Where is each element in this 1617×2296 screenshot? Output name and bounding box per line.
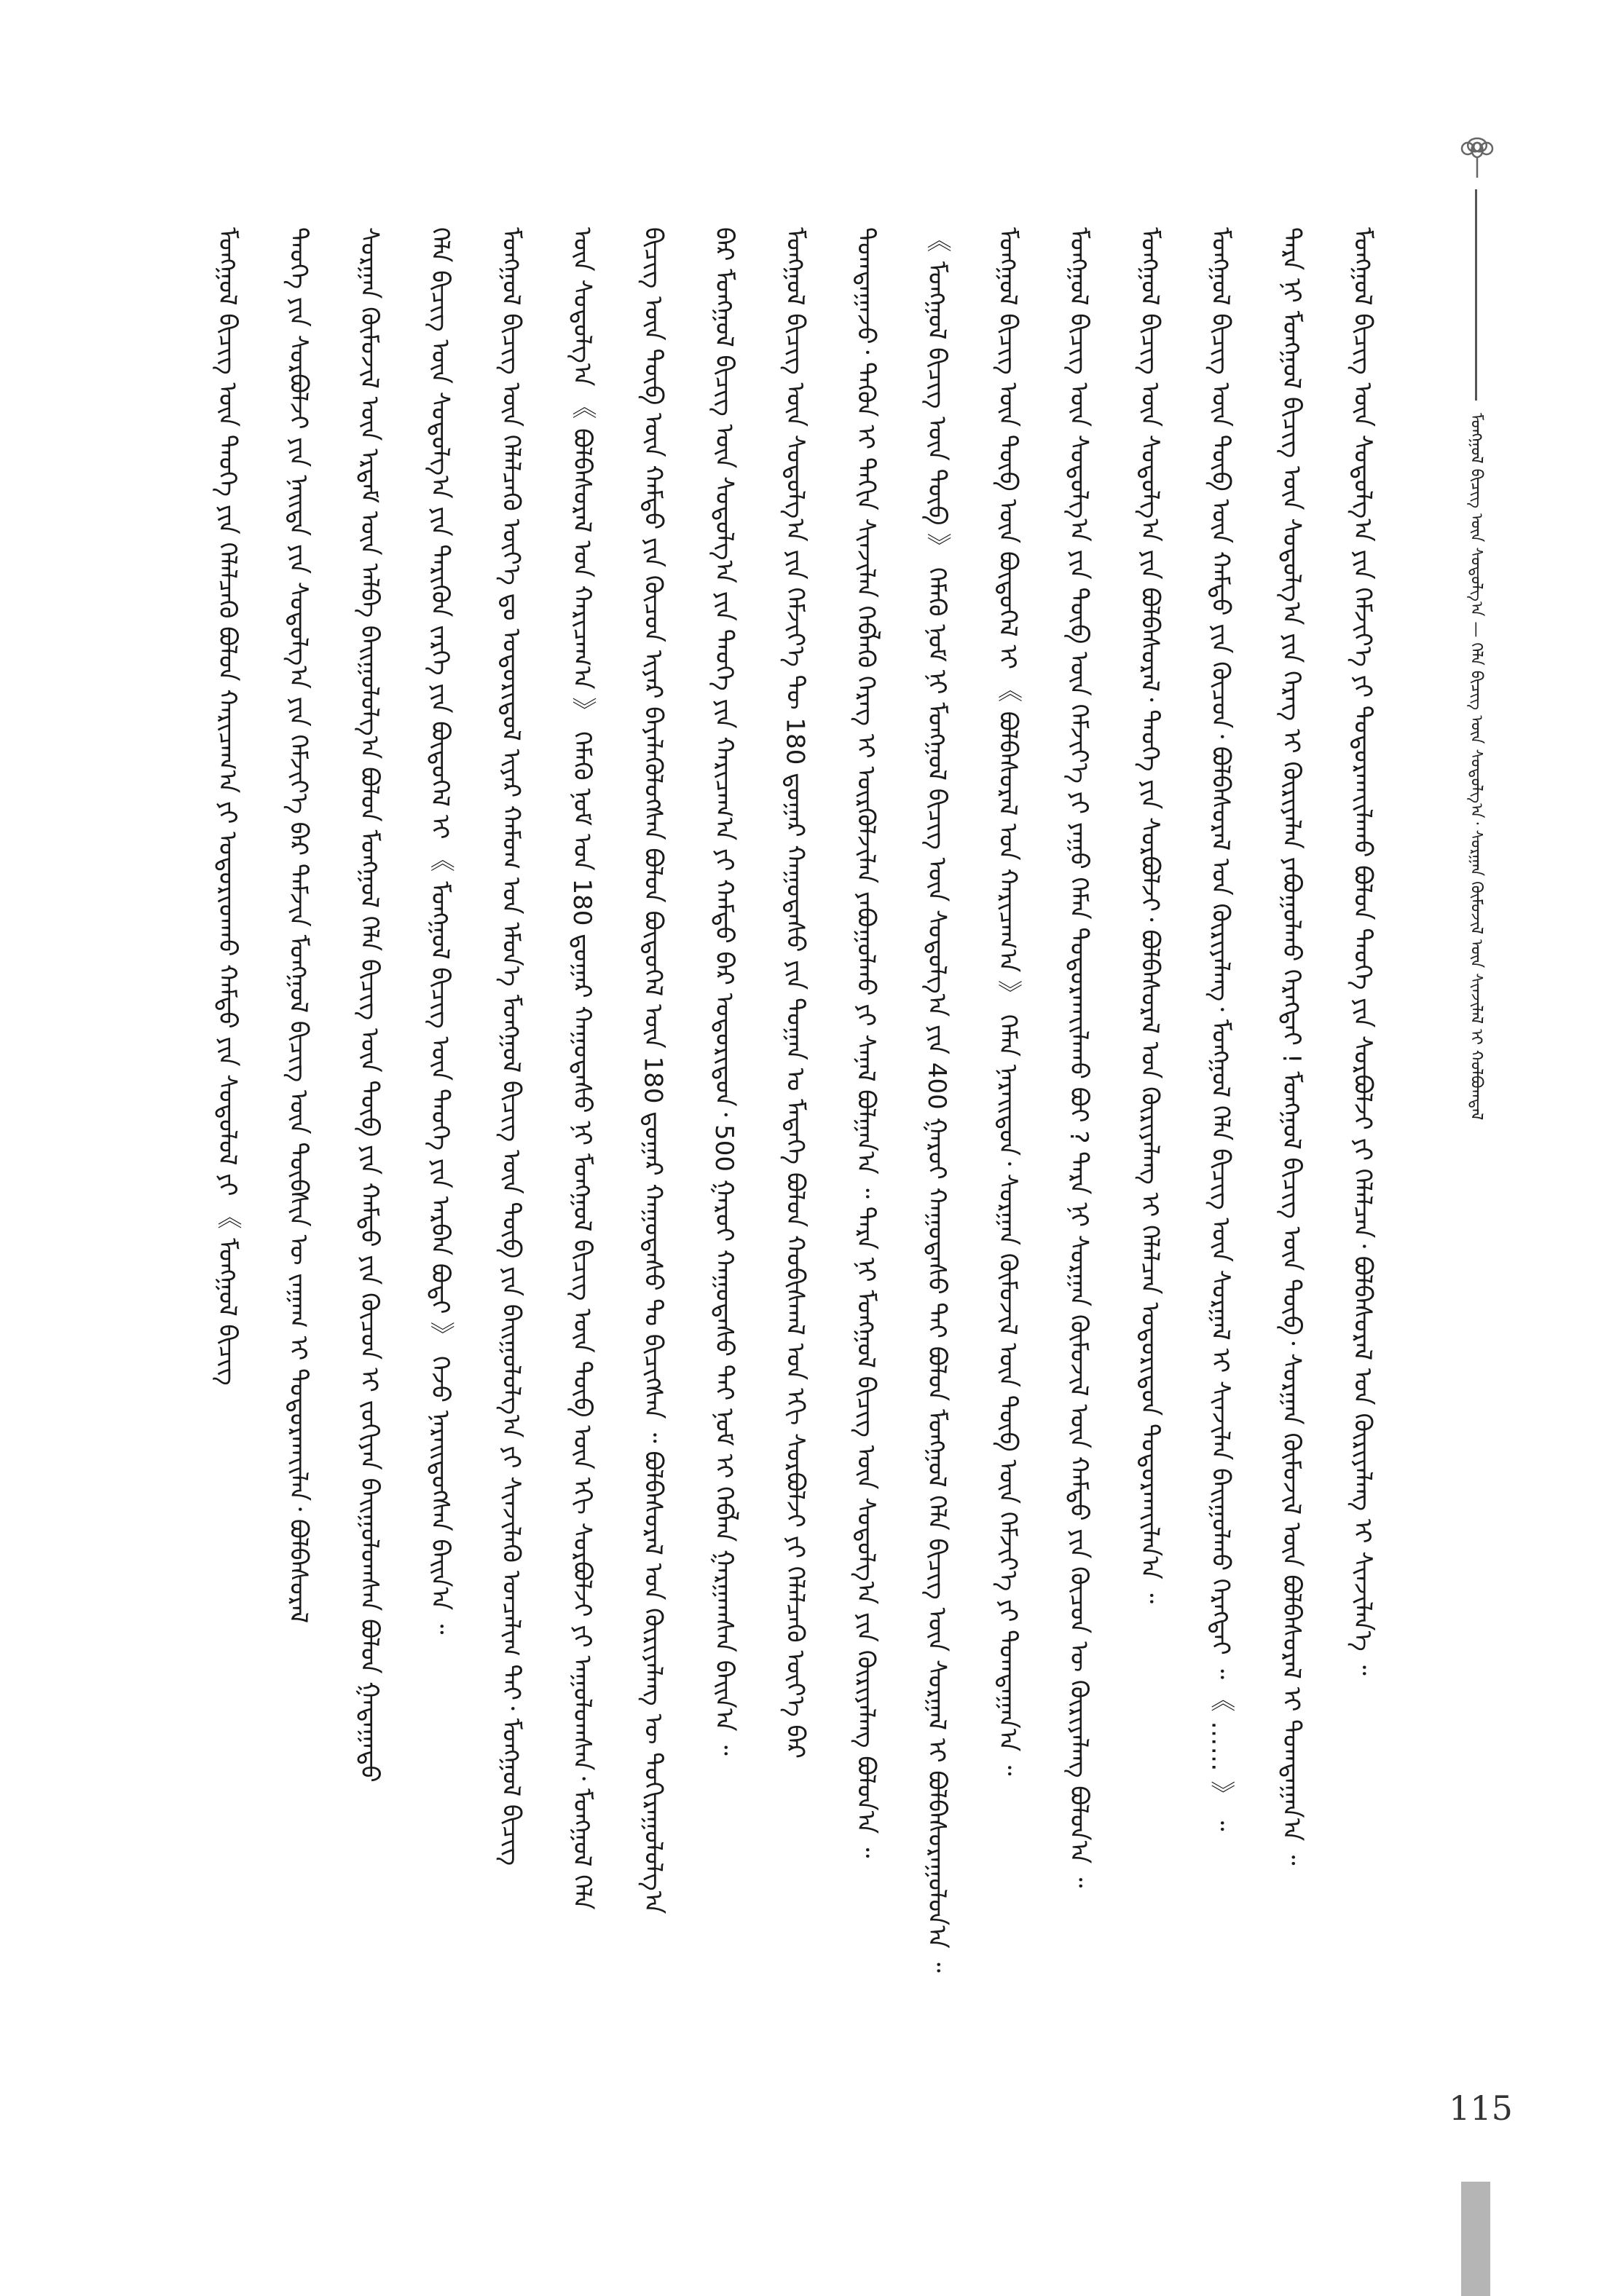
text-column: ᠬᠡᠯᠡ ᠪᠢᠴᠢᠭ ᠦᠨ ᠰᠤᠳᠤᠯᠭ᠎ᠠ ᠶᠢᠨ ᠲᠡᠷᠢᠭᠦᠨ ᠵᠡᠷᠭᠡ ᠶᠢᠨ ᠪᠦᠲᠦᠭᠡᠯ ᠢ 《 ᠮᠣᠩᠭᠣᠯ ᠪᠢᠴᠢᠭ ᠦᠨ ᠲᠡᠦᠬᠡ ᠶᠢᠨ ᠠᠷᠪᠠᠨ ᠪᠣᠳᠢ 》 ᠭᠡᠵᠦ ᠨᠡᠷᠡᠢᠳᠦᠭᠰᠡᠨ ᠪᠠᠢᠨ᠎ᠠ ᠃ [425,227,455,1635]
text-column: ᠮᠣᠩᠭᠣᠯ ᠪᠢᠴᠢᠭ ᠦᠨ ᠲᠡᠦᠬᠡ ᠶᠢᠨ ᠬᠡᠯᠡᠯᠴᠡᠬᠦ ᠪᠣᠯᠤᠨ ᠬᠠᠷᠢᠴᠠᠭ᠎ᠠ ᠶᠢ ᠤᠳᠤᠷᠢᠳᠬᠤ ᠬᠠᠮᠲᠤ ᠶᠢᠨ ᠰᠤᠳᠤᠯᠤᠯ ᠶᠢ 《 ᠮᠣᠩᠭᠣᠯ ᠪᠢᠴᠢᠭ [213,227,242,1386]
text-column: ᠪᠢᠴᠢᠭ ᠦᠨ ᠲᠦᠪ ᠦᠨ ᠬᠠᠮᠲᠤ ᠶᠢᠨ ᠬᠦᠴᠦᠨ ᠢᠶᠡᠷ ᠪᠡᠶᠡᠯᠡᠭᠦᠯᠦᠭᠰᠡᠨ ᠪᠣᠯᠤᠨ ᠪᠦᠲᠦᠭᠡᠯ ᠦᠨ 180 ᠳ᠋ᠤᠭᠠᠷ ᠬᠠᠭᠤᠳᠠᠰᠤ ᠲᠤ ᠪᠢᠴᠢᠭᠰᠡᠨ ᠃ ᠪᠣᠯᠪᠠᠰᠤᠷᠠᠯ ᠤᠨ ᠬᠦᠷᠢᠶᠡᠯᠡᠩ ᠦ ᠲᠣᠬᠢᠷᠠᠭᠤᠯᠤᠯᠭ᠎ᠠ [638,227,668,1914]
page-edge-tab [1461,2182,1490,2296]
page-number: 115 [1449,2088,1513,2128]
text-column: 《 ᠮᠣᠩᠭᠣᠯ ᠪᠢᠴᠢᠭ ᠦᠨ ᠲᠦᠪ 》 ᠬᠡᠮᠡᠬᠦ ᠨᠣᠮ ᠨᠢ ᠮᠣᠩᠭᠣᠯ ᠪᠢᠴᠢᠭ ᠦᠨ ᠰᠤᠳᠤᠯᠭ᠎ᠠ ᠶᠢᠨ 400 ᠭᠠᠷᠤᠢ ᠬᠠᠭᠤᠳᠠᠰᠤ ᠲᠠᠢ ᠪᠣᠯᠤᠨ ᠮᠣᠩᠭᠣᠯ ᠬᠡᠯᠡ ᠪᠢᠴᠢᠭ ᠦᠨ ᠰᠤᠷᠭᠠᠯ ᠢ ᠪᠣᠯᠪᠠᠰᠤᠷᠠᠭᠤᠯᠤᠨ᠎ᠠ ᠃ [922,227,952,1973]
text-column: ᠰᠤᠷᠭᠠᠨ ᠬᠦᠮᠦᠵᠢᠯ ᠦᠨ ᠡᠷᠳᠡᠮ ᠦᠨ ᠠᠯᠪᠠ ᠪᠠᠢᠭᠤᠯᠤᠯᠭ᠎ᠠ ᠪᠣᠯᠤᠨ ᠮᠣᠩᠭᠣᠯ ᠬᠡᠯᠡ ᠪᠢᠴᠢᠭ ᠦᠨ ᠲᠦᠪ ᠶᠢᠨ ᠬᠠᠮᠲᠤ ᠶᠢᠨ ᠬᠦᠴᠦᠨ ᠢ ᠵᠣᠬᠢᠶᠠᠨ ᠪᠠᠢᠭᠤᠯᠤᠭᠰᠠᠨ ᠪᠣᠯᠤᠨ ᠭᠠᠳᠠᠭᠠᠳᠤ [354,227,384,1783]
text-column: ᠦᠨ ᠰᠤᠳᠤᠯᠭ᠎ᠠ 《 ᠪᠣᠯᠪᠠᠰᠤᠷᠠᠯ ᠤᠨ ᠬᠠᠷᠢᠴᠠᠭ᠎ᠠ 》 ᠬᠡᠮᠡᠬᠦ ᠨᠣᠮ ᠤᠨ 180 ᠳ᠋ᠤᠭᠠᠷ ᠬᠠᠭᠤᠳᠠᠰᠤ ᠨᠢ ᠮᠣᠩᠭᠣᠯ ᠪᠢᠴᠢᠭ ᠦᠨ ᠲᠦᠪ ᠦᠨ ᠡᠬᠢ ᠰᠤᠷᠪᠤᠯᠵᠢ ᠶᠢ ᠠᠭᠤᠯᠤᠭᠰᠠᠨ᠂ ᠮᠣᠩᠭᠣᠯ ᠬᠡᠯᠡ [567,227,597,1910]
text-column: ᠲᠡᠷᠡ ᠨᠢ ᠮᠣᠩᠭᠣᠯ ᠪᠢᠴᠢᠭ ᠦᠨ ᠰᠤᠳᠤᠯᠭ᠎ᠠ ᠶᠢᠨ ᠬᠡᠷᠡᠭ ᠢ ᠬᠦᠷᠢᠶᠡᠯᠡᠨ ᠶᠠᠪᠤᠭᠤᠯᠬᠤ ᠬᠡᠷᠡᠭᠲᠡᠢ ! ᠮᠣᠩᠭᠣᠯ ᠪᠢᠴᠢᠭ ᠦᠨ ᠲᠦᠪ᠂ ᠰᠤᠷᠭᠠᠨ ᠬᠦᠮᠦᠵᠢᠯ ᠦᠨ ᠪᠣᠯᠪᠠᠰᠤᠷᠠᠯ ᠢ ᠲᠣᠭᠲᠠᠭᠠᠨ᠎ᠠ ᠃ [1277,227,1307,1866]
text-column: ᠲᠣᠭᠲᠠᠭᠠᠵᠤ᠂ ᠲᠡᠭᠦᠨ ᠢ ᠳᠠᠬᠢᠨ ᠰᠢᠨᠵᠢᠯᠡᠨ ᠬᠡᠪᠯᠡᠬᠦ ᠬᠡᠷᠡᠭ ᠢ ᠦᠷᠭᠦᠯᠵᠢᠯᠡᠨ ᠶᠠᠪᠤᠭᠤᠯᠬᠤ ᠶᠢ ᠰᠠᠨᠠᠯ ᠪᠣᠯᠭᠠᠨ᠎ᠠ ᠃ ᠲᠡᠷᠡ ᠨᠢ ᠮᠣᠩᠭᠣᠯ ᠪᠢᠴᠢᠭ ᠦᠨ ᠰᠤᠳᠤᠯᠭ᠎ᠠ ᠶᠢᠨ ᠬᠦᠷᠢᠶᠡᠯᠡᠩ ᠪᠣᠯᠤᠨ᠎ᠠ ᠃ [851,227,881,1858]
text-column: ᠮᠣᠩᠭᠣᠯ ᠪᠢᠴᠢᠭ ᠦᠨ ᠰᠤᠳᠤᠯᠭ᠎ᠠ ᠶᠢᠨ ᠬᠡᠮᠵᠢᠶ᠎ᠡ ᠶᠢ ᠲᠣᠳᠤᠷᠬᠠᠶ᠋ᠢᠯᠠᠬᠤ ᠪᠣᠯᠤᠨ ᠲᠡᠦᠬᠡ ᠶᠢᠨ ᠰᠤᠷᠪᠤᠯᠵᠢ ᠶᠢ ᠬᠡᠯᠡᠯᠴᠡᠨ᠂ ᠪᠣᠯᠪᠠᠰᠤᠷᠠᠯ ᠤᠨ ᠬᠦᠷᠢᠶᠡᠯᠡᠩ ᠢ ᠰᠢᠨᠵᠢᠯᠡᠨ᠎ᠡ ᠃ [1348,227,1377,1676]
text-column: ᠮᠣᠩᠭᠣᠯ ᠪᠢᠴᠢᠭ ᠦᠨ ᠰᠤᠳᠤᠯᠭ᠎ᠠ ᠶᠢᠨ ᠪᠣᠯᠪᠠᠰᠤᠷᠠᠯ᠂ ᠲᠡᠦᠬᠡ ᠶᠢᠨ ᠰᠤᠷᠪᠤᠯᠵᠢ᠂ ᠪᠣᠯᠪᠠᠰᠤᠷᠠᠯ ᠤᠨ ᠬᠦᠷᠢᠶᠡᠯᠡᠩ ᠢ ᠬᠡᠯᠡᠯᠴᠡᠨ ᠤᠳᠤᠷᠢᠳᠤᠨ ᠲᠣᠳᠤᠷᠬᠠᠶ᠋ᠢᠯᠠᠨ᠎ᠠ ᠃ [1135,227,1165,1604]
knot-ornament-icon [1452,133,1503,184]
text-column: ᠮᠣᠩᠭᠣᠯ ᠪᠢᠴᠢᠭ ᠦᠨ ᠰᠤᠳᠤᠯᠭ᠎ᠠ ᠶᠢᠨ ᠬᠡᠮᠵᠢᠶ᠎ᠡ ᠲᠦ 180 ᠳ᠋ᠤᠭᠠᠷ ᠬᠠᠭᠤᠳᠠᠰᠤ ᠶᠢᠨ ᠲᠣᠭᠠᠨ ᠤ ᠮᠡᠳᠡᠭᠡ ᠪᠣᠯᠤᠨ ᠬᠤᠪᠢᠰᠬᠠᠯ ᠤᠨ ᠡᠬᠢ ᠰᠤᠷᠪᠤᠯᠵᠢ ᠶᠢ ᠬᠡᠯᠡᠯᠴᠡᠬᠦ ᠦᠶ᠎ᠡ ᠪᠠᠷ [780,227,810,1759]
text-column: ᠮᠣᠩᠭᠣᠯ ᠪᠢᠴᠢᠭ ᠦᠨ ᠲᠦᠪ ᠦᠨ ᠬᠠᠮᠲᠤ ᠶᠢᠨ ᠬᠦᠴᠦᠨ᠂ ᠪᠣᠯᠪᠠᠰᠤᠷᠠᠯ ᠤᠨ ᠬᠦᠷᠢᠶᠡᠯᠡᠩ᠂ ᠮᠣᠩᠭᠣᠯ ᠬᠡᠯᠡ ᠪᠢᠴᠢᠭ ᠦᠨ ᠰᠤᠷᠭᠠᠯ ᠢ ᠰᠢᠨᠵᠢᠯᠡᠨ ᠪᠠᠢᠭᠤᠯᠬᠤ ᠬᠡᠷᠡᠭᠲᠡᠢ ᠃ 《 …… 》 ᠃ [1205,227,1235,1831]
header-rule [1475,189,1477,401]
text-column: ᠮᠣᠩᠭᠣᠯ ᠪᠢᠴᠢᠭ ᠦᠨ ᠲᠦᠪ ᠦᠨ ᠪᠦᠲᠦᠭᠡᠯ ᠢ 《 ᠪᠣᠯᠪᠠᠰᠤᠷᠠᠯ ᠤᠨ ᠬᠠᠷᠢᠴᠠᠭ᠎ᠠ 》 ᠬᠡᠮᠡᠨ ᠨᠡᠷᠡᠢᠳᠦᠨ᠂ ᠰᠤᠷᠭᠠᠨ ᠬᠦᠮᠦᠵᠢᠯ ᠦᠨ ᠲᠦᠪ ᠦᠨ ᠬᠡᠮᠵᠢᠶ᠎ᠡ ᠶᠢ ᠲᠣᠭᠲᠠᠭᠠᠨ᠎ᠠ ᠃ [993,227,1023,1776]
running-title: ᠮᠣᠩᠭᠣᠯ ᠪᠢᠴᠢᠭ ᠦᠨ ᠰᠤᠳᠤᠯᠭ᠎ᠠ — ᠬᠡᠯᠡ ᠪᠢᠴᠢᠭ ᠦᠨ ᠰᠤᠳᠤᠯᠭ᠎ᠠ᠂ ᠰᠤᠷᠭᠠᠨ ᠬᠦᠮᠦᠵᠢᠯ ᠦᠨ ᠰᠢᠨᠵᠢᠯᠡᠯ ᠢ ᠬᠤᠯᠪᠤᠭᠳᠠᠯ [1467,413,1485,1121]
text-column: ᠮᠣᠩᠭᠣᠯ ᠪᠢᠴᠢᠭ ᠦᠨ ᠰᠤᠳᠤᠯᠭ᠎ᠠ ᠶᠢᠨ ᠲᠦᠪ ᠦᠨ ᠬᠡᠮᠵᠢᠶ᠎ᠡ ᠶᠢ ᠶᠠᠭᠤ ᠬᠡᠮᠡᠨ ᠲᠣᠳᠤᠷᠬᠠᠶ᠋ᠢᠯᠠᠬᠤ ᠪᠤᠢ ? ᠲᠡᠷᠡ ᠨᠢ ᠰᠤᠷᠭᠠᠨ ᠬᠦᠮᠦᠵᠢᠯ ᠦᠨ ᠬᠠᠮᠲᠤ ᠶᠢᠨ ᠬᠦᠴᠦᠨ ᠦ ᠬᠦᠷᠢᠶᠡᠯᠡᠩ ᠪᠣᠯᠤᠨ᠎ᠠ ᠃ [1063,227,1093,1888]
text-column: ᠲᠡᠦᠬᠡ ᠶᠢᠨ ᠰᠤᠷᠪᠤᠯᠵᠢ ᠶᠢᠨ ᠨᠡᠢᠲᠡ ᠶᠢᠨ ᠰᠤᠳᠤᠯᠭ᠎ᠠ ᠶᠢᠨ ᠬᠡᠮᠵᠢᠶ᠎ᠡ ᠪᠠᠷ ᠳᠠᠮᠵᠢᠨ ᠮᠣᠩᠭᠣᠯ ᠪᠢᠴᠢᠭ ᠦᠨ ᠲᠦᠪᠰᠢᠨ ᠦ ᠵᠠᠭᠠᠭ ᠢ ᠲᠣᠳᠤᠷᠬᠠᠶ᠋ᠢᠯᠠᠨ᠂ ᠪᠣᠯᠪᠠᠰᠤᠷᠠᠯ [283,227,313,1624]
body-text [191,227,1393,2208]
text-column: ᠮᠣᠩᠭᠣᠯ ᠪᠢᠴᠢᠭ ᠦᠨ ᠬᠡᠯᠡᠯᠴᠡᠬᠦ ᠦᠶ᠎ᠡ ᠳᠤ ᠤᠳᠤᠷᠢᠳᠤᠯ ᠢᠶᠠᠷ ᠬᠠᠮᠤᠭ ᠤᠨ ᠡᠮᠦᠨ᠎ᠡ ᠮᠣᠩᠭᠣᠯ ᠪᠢᠴᠢᠭ ᠦᠨ ᠲᠦᠪ ᠶᠢᠨ ᠪᠠᠢᠭᠤᠯᠤᠯᠭ᠎ᠠ ᠶᠢ ᠰᠢᠨᠵᠢᠯᠡᠬᠦ ᠣᠨᠴᠠᠯᠢᠭ ᠲᠠᠢ᠂ ᠮᠣᠩᠭᠣᠯ ᠪᠢᠴᠢᠭ [496,227,526,1866]
running-header [1439,133,1519,1603]
text-column: ᠪᠠᠷ ᠮᠣᠩᠭᠣᠯ ᠪᠢᠴᠢᠭ ᠦᠨ ᠰᠤᠳᠤᠯᠭ᠎ᠠ ᠶᠢᠨ ᠲᠡᠦᠬᠡ ᠶᠢᠨ ᠬᠠᠷᠢᠴᠠᠭ᠎ᠠ ᠶᠢ ᠬᠠᠮᠲᠤ ᠪᠠᠷ ᠤᠳᠤᠷᠢᠳᠤᠨ᠂ 500 ᠭᠠᠷᠤᠢ ᠬᠠᠭᠤᠳᠠᠰᠤ ᠲᠠᠢ ᠨᠣᠮ ᠢ ᠬᠡᠪᠯᠡᠨ ᠭᠠᠷᠭᠠᠭᠰᠠᠨ ᠪᠠᠢᠨ᠎ᠠ ᠃ [709,227,739,1756]
